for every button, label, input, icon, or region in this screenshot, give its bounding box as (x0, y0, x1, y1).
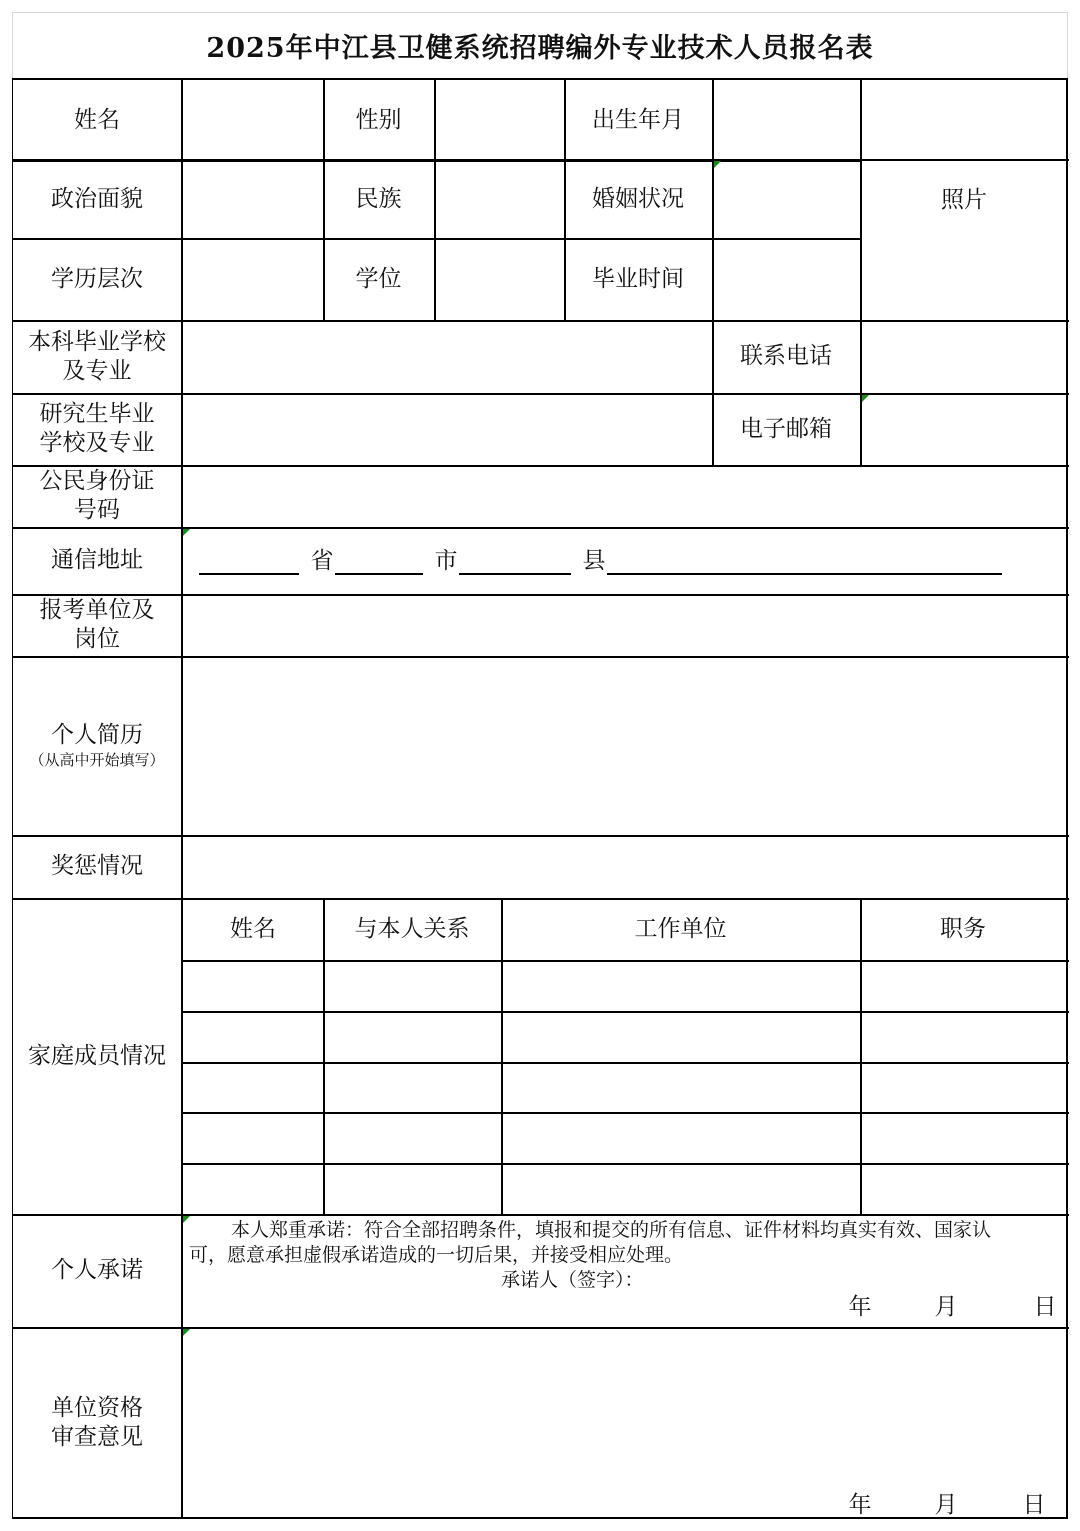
label-graduation: 毕业时间 (592, 265, 684, 292)
label-id-line1: 公民身份证 (39, 468, 155, 494)
family-col-name: 姓名 (230, 915, 276, 942)
id-number-field[interactable] (183, 467, 1064, 526)
family-col-work: 工作单位 (634, 915, 727, 942)
family-row[interactable] (183, 1013, 1064, 1061)
label-grad-line2: 学校及专业 (39, 430, 155, 456)
label-grad (13, 393, 181, 465)
label-grad-line1: 研究生毕业 (39, 401, 155, 427)
label-politics: 政治面貌 (51, 185, 143, 212)
label-pledge: 个人承诺 (51, 1257, 143, 1283)
name-field[interactable] (183, 82, 321, 159)
cell-marker (183, 1216, 190, 1223)
label-degree: 学位 (355, 265, 402, 292)
family-row[interactable] (183, 1064, 1064, 1111)
family-row[interactable] (183, 1165, 1064, 1213)
label-resume-note: （从高中开始填写） (29, 751, 165, 769)
label-review-line2: 审查意见 (51, 1424, 143, 1450)
family-col-position: 职务 (940, 915, 986, 942)
pledge-year: 年 (848, 1293, 872, 1320)
province-line[interactable] (199, 573, 299, 575)
family-col-relation: 与本人关系 (354, 915, 470, 942)
label-marital: 婚姻状况 (592, 185, 684, 212)
label-ethnicity: 民族 (355, 185, 402, 212)
addr-county-label: 县 (582, 547, 606, 574)
label-apply-line1: 报考单位及 (39, 597, 155, 623)
label-address: 通信地址 (51, 547, 143, 573)
cell-marker (183, 529, 190, 536)
gender-field[interactable] (436, 82, 562, 159)
resume-field[interactable] (183, 658, 1064, 834)
pledge-signer: 承诺人（签字）： (501, 1269, 644, 1291)
undergrad-field[interactable] (183, 322, 710, 392)
birth-field[interactable] (714, 82, 858, 159)
email-field[interactable] (862, 395, 1064, 464)
label-apply-line2: 岗位 (74, 626, 120, 652)
label-review-line1: 单位资格 (51, 1395, 143, 1421)
review-month: 月 (934, 1492, 958, 1518)
family-row[interactable] (183, 962, 1064, 1010)
apply-field[interactable] (183, 596, 1064, 655)
label-name: 姓名 (74, 106, 120, 133)
graduation-field[interactable] (714, 240, 858, 319)
county-line[interactable] (459, 573, 571, 575)
rewards-field[interactable] (183, 837, 1064, 897)
review-field[interactable] (183, 1329, 1064, 1479)
label-undergrad-line2: 及专业 (62, 357, 132, 384)
label-email: 电子邮箱 (740, 415, 832, 442)
review-year: 年 (848, 1492, 872, 1518)
label-undergrad-line1: 本科毕业学校 (28, 328, 166, 355)
address-detail-line[interactable] (607, 573, 1002, 575)
family-row[interactable] (183, 1114, 1064, 1162)
label-resume-main: 个人简历 (51, 722, 143, 748)
ethnicity-field[interactable] (436, 162, 562, 237)
addr-province-label: 省 (310, 547, 334, 574)
form-title: 2025年中江县卫健系统招聘编外专业技术人员报名表 (12, 12, 1068, 78)
degree-field[interactable] (436, 240, 562, 319)
label-rewards: 奖惩情况 (51, 853, 143, 879)
photo-area[interactable]: 照片 (941, 186, 987, 213)
pledge-signature-field[interactable] (573, 1268, 823, 1292)
pledge-month: 月 (934, 1293, 958, 1320)
label-phone: 联系电话 (740, 343, 832, 369)
label-birth: 出生年月 (592, 106, 684, 133)
label-review (13, 1327, 181, 1519)
pledge-day: 日 (1033, 1293, 1057, 1320)
education-field[interactable] (183, 240, 321, 319)
label-undergrad (13, 320, 181, 393)
politics-field[interactable] (183, 162, 321, 237)
label-id (13, 465, 181, 527)
label-family: 家庭成员情况 (28, 1042, 166, 1069)
addr-city-label: 市 (434, 547, 458, 574)
pledge-text-line2: 可，愿意承担虚假承诺造成的一切后果，并接受相应处理。 (189, 1244, 684, 1266)
label-apply (13, 594, 181, 656)
label-id-line2: 号码 (74, 497, 120, 523)
marital-field[interactable] (714, 162, 858, 237)
pledge-text-line1: 本人郑重承诺：符合全部招聘条件，填报和提交的所有信息、证件材料均真实有效、国家认 (231, 1219, 992, 1241)
label-education: 学历层次 (51, 265, 143, 292)
city-line[interactable] (335, 573, 423, 575)
review-day: 日 (1022, 1492, 1046, 1518)
phone-field[interactable] (862, 322, 1064, 392)
label-gender: 性别 (355, 106, 402, 133)
registration-form (12, 78, 1068, 1519)
label-resume (13, 656, 181, 835)
grad-field[interactable] (183, 395, 710, 464)
